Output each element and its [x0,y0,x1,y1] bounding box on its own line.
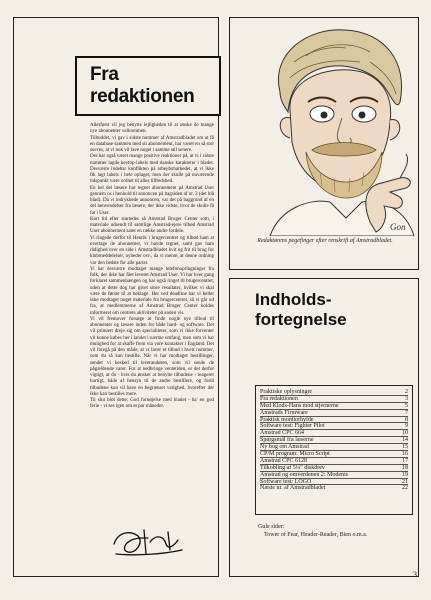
toc-entry-label: Software test: Fighter Pilot [260,423,325,430]
toc-entry [260,389,408,396]
toc-entry [260,444,408,451]
toc-entry-label: Spørgsmål fra læserne [260,437,314,444]
toc-entry [260,403,408,410]
editorial-title-line2: redaktionen [90,86,195,107]
toc-entry-page: 18 [402,464,408,471]
page-number: 3 [413,570,417,579]
editorial-paragraph: Vi vil fremover forsøge at finde nogle nye tilbud til abonnenter og læsere inden for både hard- og software. Det vil primært dreje sig om specialiteter, som vi ikke forventer vil kunne købes her i landet i nærme omfang, men som vi har mulighed for at skaffe frem via vore kontakter i England. Det vil foregå på den måde, at vi laver et tilbud i hvert nummer, som du så kan bestille. Når vi har modtaget bestillinger, sender vi besked til leverandøren, som vil sende de pågældende varer. For at nedbringe ventetiden, er det derfor vigtigt, at du - hvis du ønsker at benytte tilbudene - reagerer hurtigt, både af hensyn til de andre bestillere, og fordi tilbudene kun vil have en begrænset varighed, hvorefter der ikke kan bestilles mere. [90,316,214,397]
toc-entry-label: Praktisk monitorhylde [260,416,314,423]
toc-entry-page: 5 [405,402,408,409]
toc-entry [260,410,408,417]
toc-entry [260,465,408,472]
toc-entry [260,485,408,492]
toc-title [255,290,347,330]
toc-entry-label: Tilkobling af 5¼" diskdrev [260,464,325,471]
toc-entry-page: 14 [402,437,408,444]
toc-entry-label: CP/M program: Micro Script [260,451,330,458]
yellow-pages-label: Gule sider: [258,524,285,530]
toc-entry [260,423,408,430]
toc-title-line2: fortegnelse [255,310,347,329]
editor-caricature-illustration [250,22,418,236]
toc-entry-label: Amstrad og omverdenen 2: Modems [260,471,348,478]
toc-entry-page: 2 [405,389,408,395]
toc-entry-page: 8 [405,416,408,423]
yellow-pages-text: Tower of Fear, Header-Reader, Bien o.m.a. [264,532,368,538]
toc-entry-page: 10 [402,430,408,437]
toc-entry-label: Amstrad CPC 664 [260,430,305,437]
toc-entry [260,458,408,465]
toc-entry [260,396,408,403]
toc-entry-label: Praktiske oplysninger [260,389,313,395]
toc-entry [260,472,408,479]
toc-entry-page: 19 [402,471,408,478]
toc-entry-page: 15 [402,444,408,451]
toc-entry-label: Fra redaktionen [260,395,298,402]
toc-entry-label: Software test: LOGO [260,478,312,485]
toc-entry-label: Ny bog om Amstrad [260,444,309,451]
toc-title-line1: Indholds- [255,290,332,309]
editorial-title-box [75,56,221,116]
editorial-paragraph: Kort tid efter startedes så Amstrad Bruger Center som, i materiale udsendt til samtlige Amstrad-ejere tilbød Amstrad User abonnement samt en række andre fordele. [90,216,214,235]
toc-list [255,385,413,515]
toc-entry-page: 3 [405,395,408,402]
artist-signature: Gon [390,222,406,232]
toc-entry-page: 17 [402,457,408,464]
editorial-body [90,123,214,411]
editorial-paragraph: Tilbuddet, vi gav i sidste nummer af Amstradbladet om at få en database sammen med sit abonnement, har været en så stor succes, at vi nok vil lave noget i samme stil senere. [90,135,214,153]
toc-entry-page: 7 [405,409,408,416]
toc-entry-page: 16 [402,451,408,458]
toc-entry-page: 9 [405,423,408,430]
editorial-paragraph: Vi ringede derfor til Henrik i brugercentret og tilbød ham at overtage de abonnenter, vi havde tegnet, samt gav ham rådighed over en side i Amstradbladet kvit og frit til brug for klubmeddelelser, nyheder osv., da vi mente, at denne ordning var den bedste for alle parter. [90,235,214,266]
illustration-caption: Redaktørens pegefinger efter renskrift af Amstradbladet. [257,238,393,244]
editorial-paragraph: Vi har desværre modtaget mange telefonopringninger fra folk, der ikke har fået leveret Amstrad User. Vi har hver gang forklaret sammenhængen og har også ringet til brugercentret, uden at dette dog har givet store resultater, hvilket vi skal være de første til at beklage. Her ved deadline har vi heller ikke modtaget noget materiale fra brugercentret, så vi går ud fra, at medlemmerne af Amstrad Bruger Center holdes informeret om centrets aktiviteter på anden vis. [90,266,214,316]
editorial-title-line1: Fra [90,64,119,85]
editorial-paragraph: Der har også været mange positive reaktioner på, at vi i sidste nummer lagde keytop-labels med danske karakterer i bladet. Desværre indebar konflikten på arbejdsmarkedet, at vi ikke fik lagt labels i hele oplaget, men der skulle på nuværende tidspunkt være ordnet til alles tilfredshed. [90,154,214,185]
editorial-paragraph: Allerførst vil jeg benytte lejligheden til at ønske de mange nye abonnenter velkommen. [90,123,214,135]
editor-signature [108,524,188,562]
toc-entry-page: 22 [402,485,408,492]
editorial-paragraph: Til slut blot dette: God fornøjelse med bladet - ha' en god ferie - vi ses igen om et par måneder. [90,398,214,410]
toc-entry-page: 21 [402,478,408,485]
toc-entry-label: Med Klods-Hans mod stjernerne [260,402,339,409]
toc-entry-label: Amstrads Firmware [260,409,308,416]
toc-entry [260,451,408,458]
toc-entry [260,437,408,444]
toc-entry-label: Næste nr. af Amstradbladet [260,485,326,492]
editorial-paragraph: En hel del læsere har tegnet abonnement på Amstrad User gennem os i henhold til annoncen på bagsiden af nr. 2 (det blå blad). Da vi indrykkede annoncen, var det på baggrund af en del henvendelser fra læsere, der ikke vidste, hvor de skulle få fat i User. [90,185,214,216]
yellow-pages-note [258,523,367,539]
toc-entry-label: Amstrad CPC 6128 [260,457,308,464]
